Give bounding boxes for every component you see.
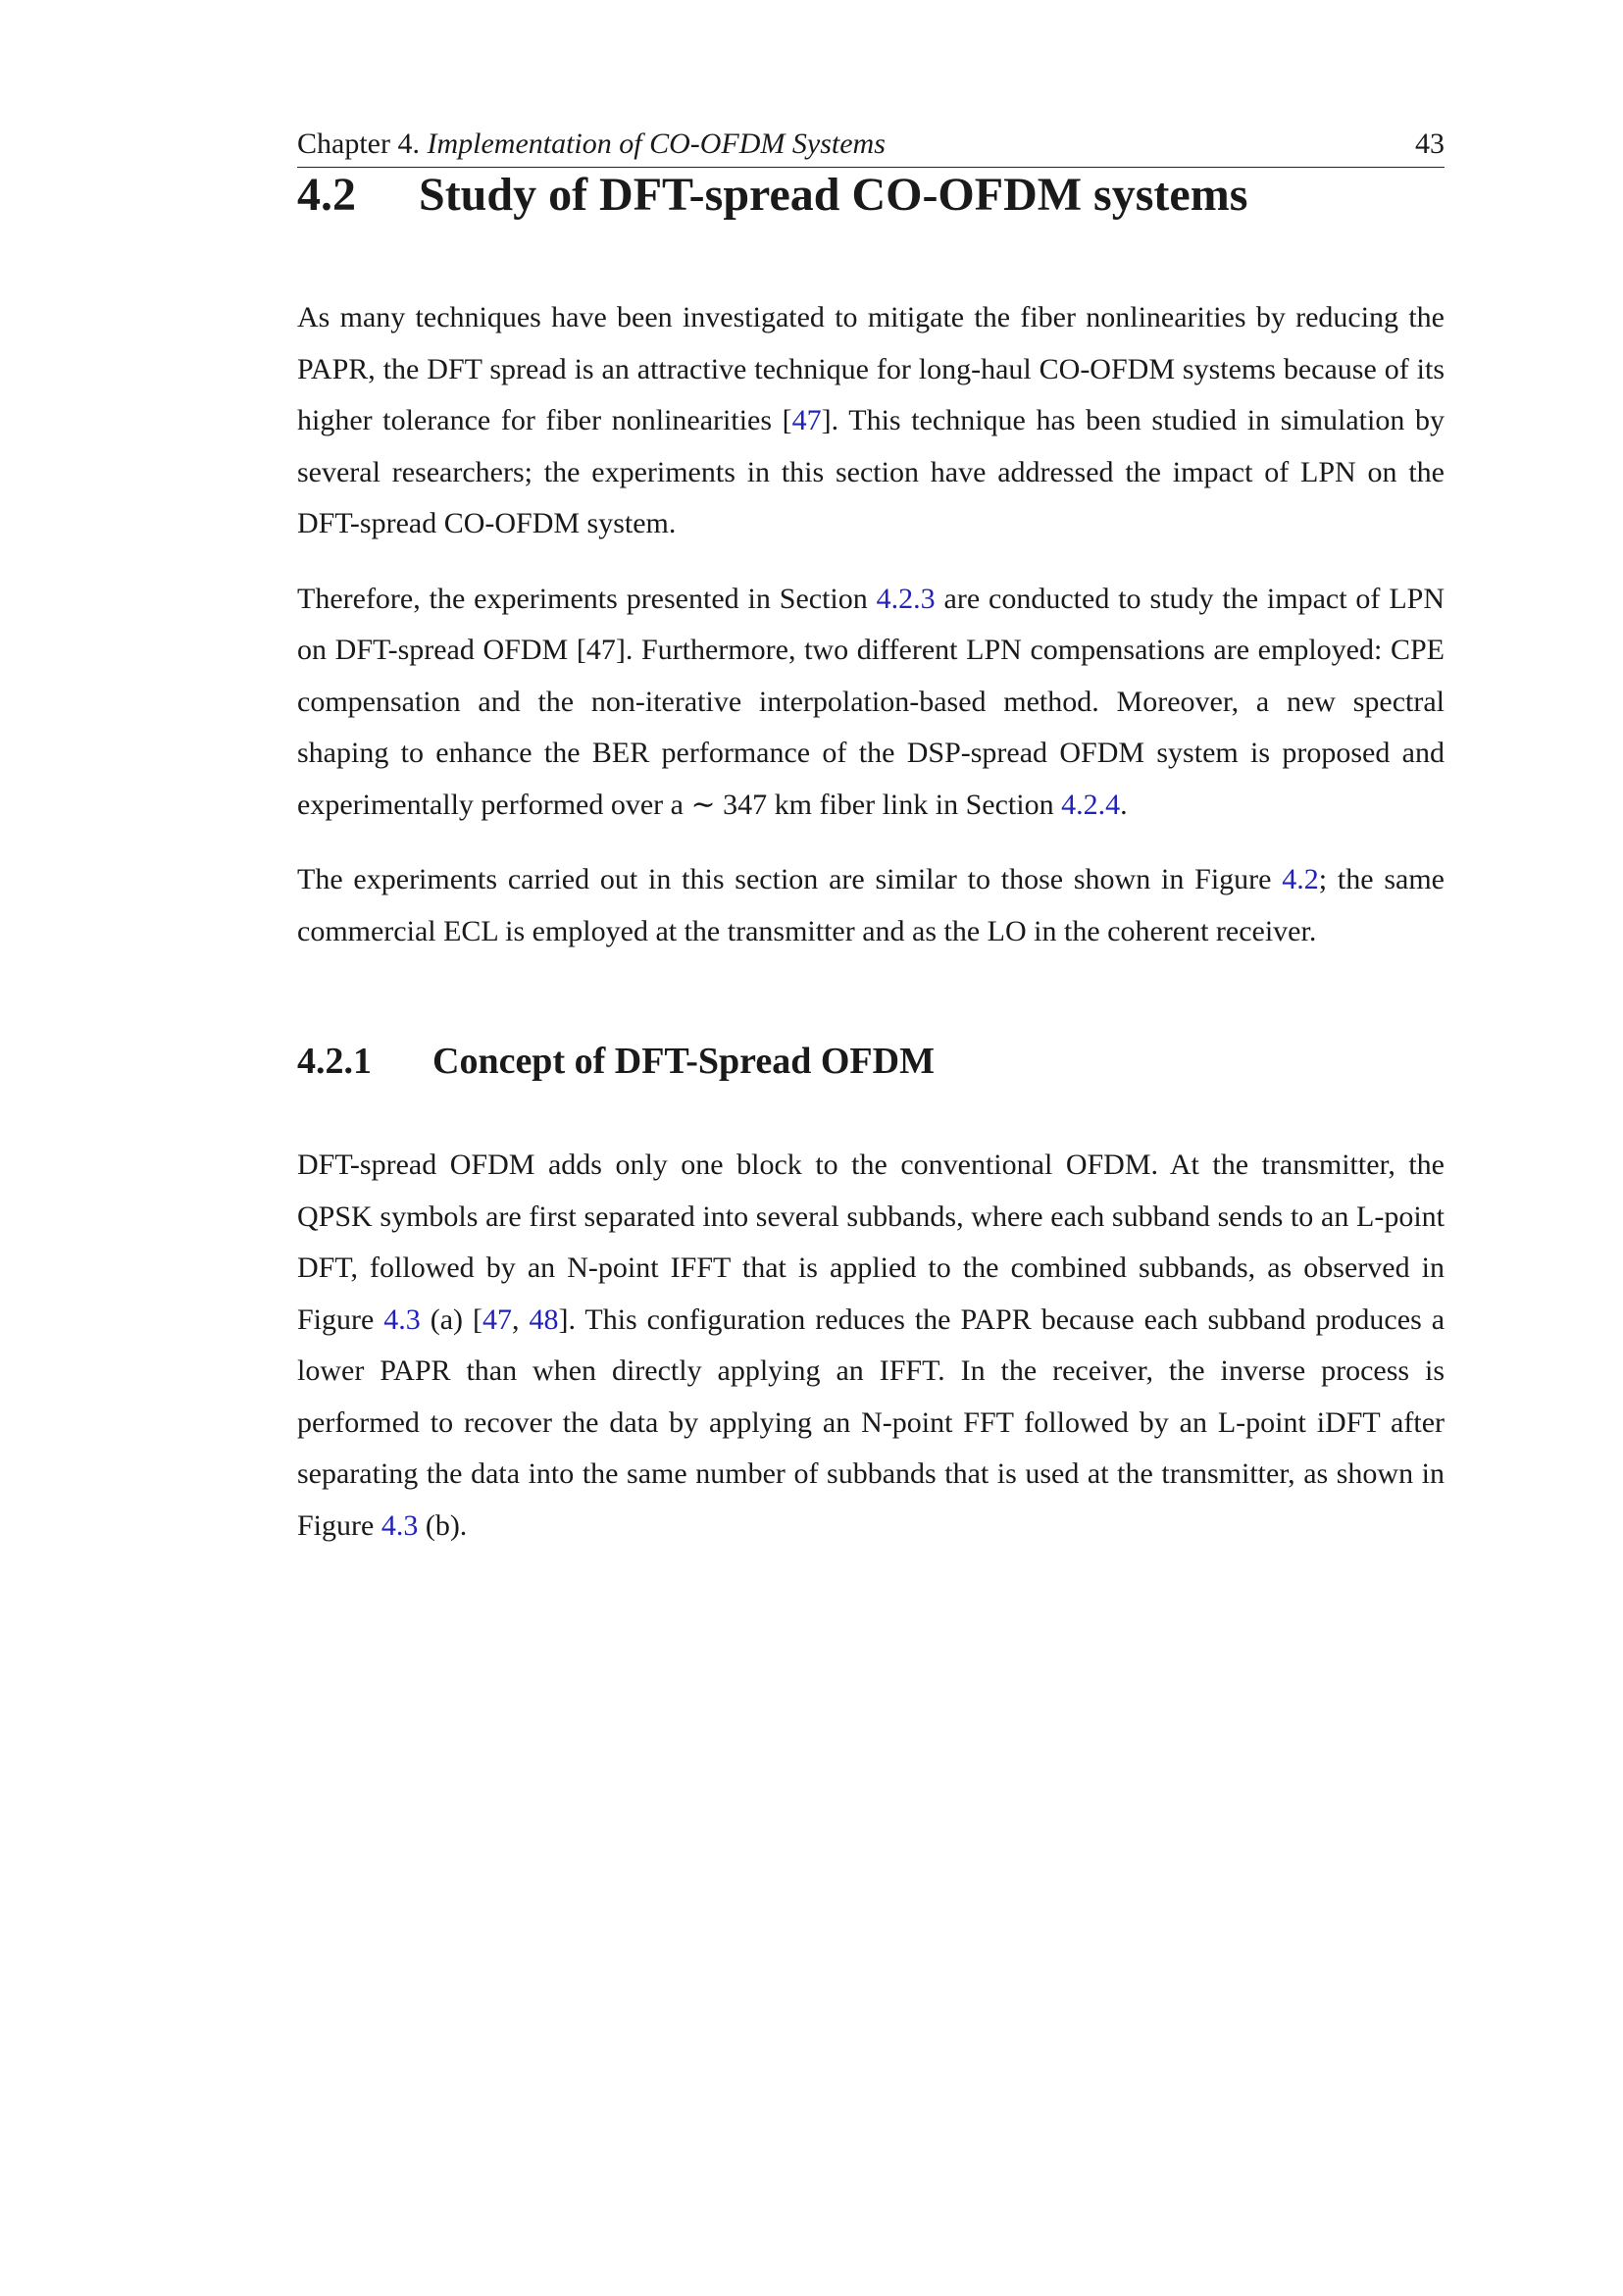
text: Therefore, the experiments presented in Section [297, 582, 877, 615]
subsection-title: Concept of DFT-Spread OFDM [432, 1041, 935, 1082]
section-title: Study of DFT-spread CO-OFDM systems [419, 169, 1248, 221]
paragraph-1 [297, 292, 1445, 550]
header-chapter-title [297, 128, 886, 161]
figure-link[interactable]: 4.3 [383, 1302, 421, 1336]
text: As many techniques have been investigated to mitigate the fiber nonlinearities by reducing the PAPR, the DFT spread is an attractive technique for long-haul CO-OFDM systems because of its higher tolerance for fiber nonlinearities [ [297, 301, 1445, 436]
text: (a) [ [420, 1302, 483, 1336]
text: are conducted to study the impact of LPN on DFT-spread OFDM [47]. Furthermore, two different LPN compensations are employed: CPE compensation and the non-iterative interpolation-based method. Moreover, a new spectral shaping to enhance the BER performance of the DSP-spread OFDM system is proposed and experimentally performed over a ∼ 347 km fiber link in Section [297, 582, 1445, 821]
text: . [1120, 788, 1128, 821]
paragraph-3 [297, 854, 1445, 957]
citation-link[interactable]: 47 [482, 1302, 513, 1336]
text: The experiments carried out in this section are similar to those shown in Figure [297, 863, 1283, 895]
citation-link[interactable]: 47 [791, 404, 822, 436]
paragraph-2 [297, 574, 1445, 832]
figure-link[interactable]: 4.3 [380, 1508, 419, 1542]
running-header [297, 128, 1445, 168]
page-number: 43 [1415, 128, 1445, 160]
paragraph-4 [297, 1140, 1445, 1552]
section-link[interactable]: 4.2.3 [876, 582, 936, 615]
citation-link[interactable]: 48 [529, 1302, 559, 1336]
text: ]. This technique has been studied in simulation by several researchers; the experiments in this section have addressed the impact of LPN on the DFT-spread CO-OFDM system. [297, 404, 1445, 539]
text: , [512, 1302, 530, 1336]
text: (b). [418, 1508, 468, 1542]
text: ; the same commercial ECL is employed at the transmitter and as the LO in the coherent receiver. [297, 863, 1445, 947]
text: DFT-spread OFDM adds only one block to the conventional OFDM. At the transmitter, the QPSK symbols are first separated into several subbands, where each subband sends to an L-point DFT, followed by an N-point IFFT that is applied to the combined subbands, as observed in Figure [297, 1148, 1445, 1336]
page [297, 128, 1445, 1552]
section-heading [297, 168, 1445, 222]
figure-link[interactable]: 4.2 [1282, 863, 1319, 895]
section-number: 4.2 [297, 169, 356, 221]
subsection-number: 4.2.1 [297, 1041, 372, 1082]
section-link[interactable]: 4.2.4 [1061, 788, 1121, 821]
header-chapter: Chapter 4. [297, 128, 420, 160]
header-title: Implementation of CO-OFDM Systems [427, 128, 886, 160]
subsection-heading [297, 1040, 1445, 1083]
text: ]. This configuration reduces the PAPR because each subband produces a lower PAPR than when directly applying an IFFT. In the receiver, the inverse process is performed to recover the data by applying an N-point FFT followed by an L-point iDFT after separating the data into the same number of subbands that is used at the transmitter, as shown in Figure [297, 1302, 1445, 1542]
